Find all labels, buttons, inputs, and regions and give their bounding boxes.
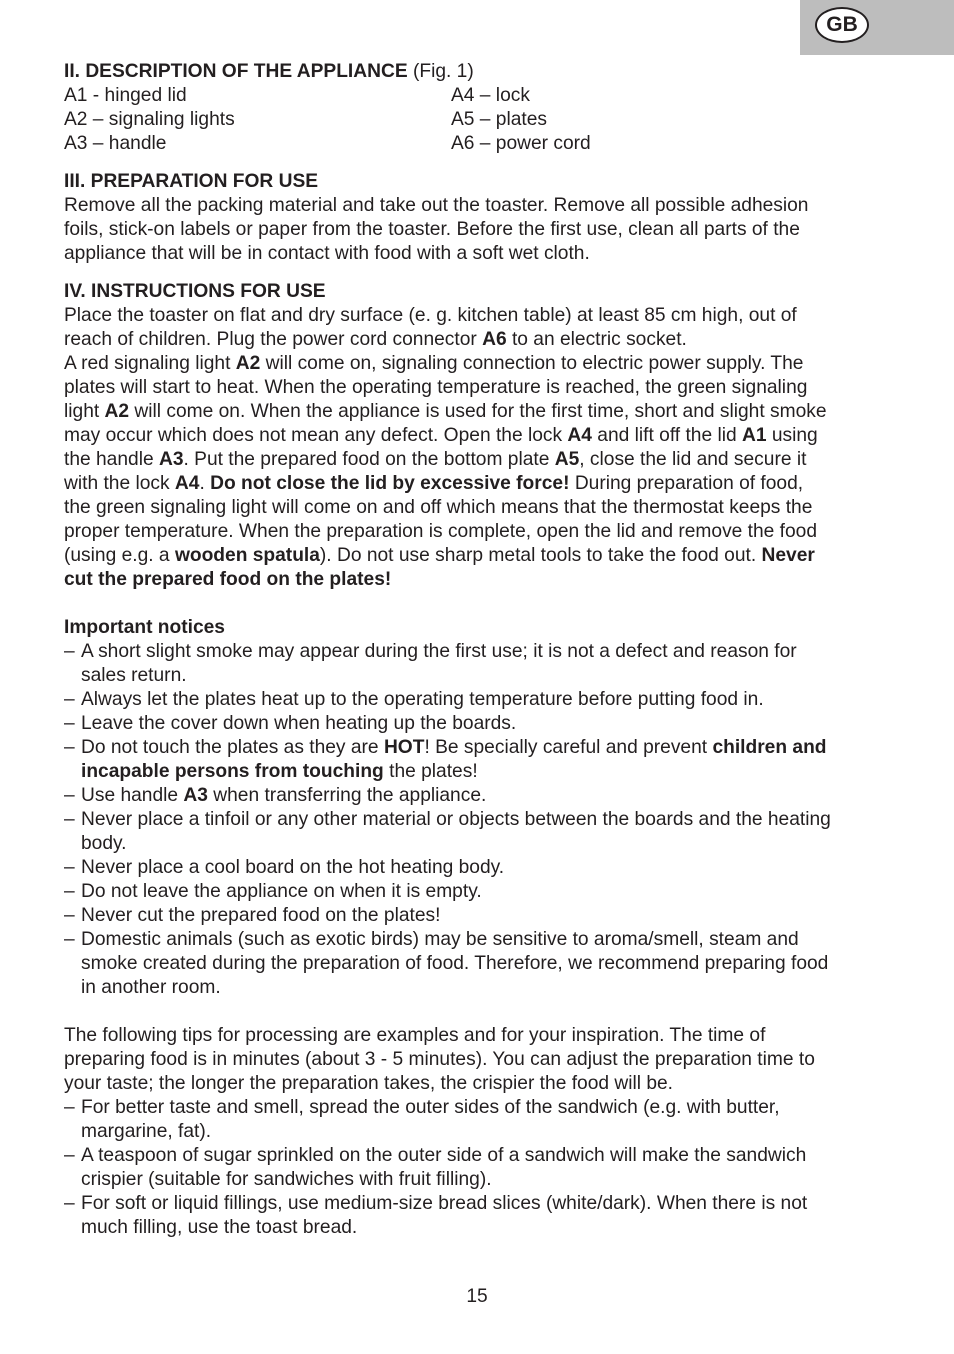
tips-list <box>64 1096 894 1240</box>
part-label: A6 – power cord <box>451 133 591 154</box>
text-run: . Put the prepared food on the bottom plate <box>183 449 555 470</box>
bold-text: Do not close the lid by excessive force! <box>210 473 570 494</box>
paragraph-line <box>81 664 894 688</box>
paragraph-line <box>81 736 894 760</box>
list-item <box>64 904 894 928</box>
list-item <box>64 1144 894 1192</box>
text-run: A short slight smoke may appear during the first use; it is not a defect and reason for <box>81 641 797 662</box>
paragraph-line <box>81 1120 894 1144</box>
text-run: Always let the plates heat up to the operating temperature before putting food in. <box>81 689 764 710</box>
text-run: the green signaling light will come on and off which means that the thermostat keeps the <box>64 497 813 518</box>
text-run: ! Be specially careful and prevent <box>424 737 713 758</box>
list-item <box>64 808 894 856</box>
text-run: Never place a cool board on the hot heating body. <box>81 857 505 878</box>
section-2-title-suffix: (Fig. 1) <box>407 61 474 82</box>
section-4-body <box>64 304 894 592</box>
text-run: much filling, use the toast bread. <box>81 1217 358 1238</box>
paragraph-line <box>81 1168 894 1192</box>
text-run: when transferring the appliance. <box>207 785 487 806</box>
text-run: crispier (suitable for sandwiches with fruit filling). <box>81 1169 492 1190</box>
bold-text: children and <box>712 737 827 758</box>
paragraph-line <box>81 1216 894 1240</box>
text-run: Never place a tinfoil or any other material or objects between the boards and the heating <box>81 809 831 830</box>
text-run: For better taste and smell, spread the outer sides of the sandwich (e.g. with butter, <box>81 1097 780 1118</box>
paragraph-line <box>81 1096 894 1120</box>
list-item <box>64 1096 894 1144</box>
text-run: Do not leave the appliance on when it is empty. <box>81 881 482 902</box>
list-item <box>64 712 894 736</box>
bold-text: A4 <box>174 473 200 494</box>
parts-list <box>64 84 894 156</box>
bold-text: Never <box>761 545 815 566</box>
paragraph-line <box>64 400 894 424</box>
text-run: to an electric socket. <box>506 329 687 350</box>
text-run: sales return. <box>81 665 187 686</box>
paragraph-line <box>81 976 894 1000</box>
paragraph-line: your taste; the longer the preparation takes, the crispier the food will be. <box>64 1073 674 1094</box>
paragraph-line <box>64 472 894 496</box>
paragraph-line <box>81 712 894 736</box>
list-item <box>64 1192 894 1240</box>
text-run: reach of children. Plug the power cord connector <box>64 329 483 350</box>
text-run: Do not touch the plates as they are <box>81 737 384 758</box>
text-run: ). Do not use sharp metal tools to take the food out. <box>319 545 762 566</box>
text-run: body. <box>81 833 127 854</box>
text-run: Never cut the prepared food on the plates! <box>81 905 441 926</box>
section-3-title: III. PREPARATION FOR USE <box>64 171 319 192</box>
bold-text: A6 <box>482 329 507 350</box>
bold-text: wooden spatula <box>174 545 320 566</box>
language-badge: GB <box>815 7 869 43</box>
paragraph-line <box>81 928 894 952</box>
part-label: A5 – plates <box>451 109 548 130</box>
bold-text: cut the prepared food on the plates! <box>64 569 392 590</box>
section-4-title: IV. INSTRUCTIONS FOR USE <box>64 281 326 302</box>
language-tab <box>800 0 954 55</box>
text-run: in another room. <box>81 977 221 998</box>
text-run: smoke created during the preparation of food. Therefore, we recommend preparing food <box>81 953 829 974</box>
text-run: , close the lid and secure it <box>579 449 807 470</box>
list-item <box>64 880 894 904</box>
paragraph-line <box>64 424 894 448</box>
paragraph-line <box>81 688 894 712</box>
text-run: using <box>766 425 818 446</box>
paragraph-line: preparing food is in minutes (about 3 - 5 minutes). You can adjust the preparation time to <box>64 1049 815 1070</box>
list-item <box>64 784 894 808</box>
text-run: proper temperature. When the preparation is complete, open the lid and remove the food <box>64 521 818 542</box>
parts-row <box>64 84 894 108</box>
tips-intro <box>64 1024 894 1096</box>
text-run: and lift off the lid <box>591 425 742 446</box>
manual-content <box>64 60 894 1240</box>
paragraph-line <box>81 1192 894 1216</box>
bold-text: A2 <box>104 401 130 422</box>
paragraph-line <box>81 640 894 664</box>
notices-title: Important notices <box>64 617 225 638</box>
list-item <box>64 928 894 1000</box>
text-run: Use handle <box>81 785 184 806</box>
page-number: 15 <box>466 1286 488 1307</box>
text-run: A teaspoon of sugar sprinkled on the outer side of a sandwich will make the sandwich <box>81 1145 807 1166</box>
paragraph-line <box>81 760 894 784</box>
part-label: A3 – handle <box>64 133 167 154</box>
section-2-heading <box>64 60 894 84</box>
text-run: the handle <box>64 449 159 470</box>
paragraph-line <box>64 544 894 568</box>
paragraph-line <box>64 304 894 328</box>
parts-row <box>64 132 894 156</box>
bold-text: A5 <box>554 449 580 470</box>
list-item <box>64 688 894 712</box>
bold-text: A3 <box>158 449 184 470</box>
paragraph-line: The following tips for processing are examples and for your inspiration. The time of <box>64 1025 766 1046</box>
paragraph-line <box>64 328 894 352</box>
list-item <box>64 640 894 688</box>
paragraph-line <box>64 352 894 376</box>
paragraph-line <box>64 520 894 544</box>
bold-text: A2 <box>235 353 261 374</box>
bold-text: A3 <box>183 785 208 806</box>
paragraph-line <box>81 808 894 832</box>
text-run: A red signaling light <box>64 353 236 374</box>
paragraph-line <box>64 496 894 520</box>
part-label: A1 - hinged lid <box>64 85 187 106</box>
paragraph-line <box>81 952 894 976</box>
text-run: will come on. When the appliance is used for the first time, short and slight smoke <box>129 401 827 422</box>
paragraph-line <box>64 448 894 472</box>
list-item <box>64 856 894 880</box>
text-run: plates will start to heat. When the operating temperature is reached, the green signaling <box>64 377 808 398</box>
text-run: will come on, signaling connection to electric power supply. The <box>260 353 804 374</box>
paragraph-line: appliance that will be in contact with food with a soft wet cloth. <box>64 243 590 264</box>
paragraph-line <box>81 880 894 904</box>
paragraph-line <box>64 376 894 400</box>
text-run: margarine, fat). <box>81 1121 212 1142</box>
text-run: Place the toaster on flat and dry surface (e. g. kitchen table) at least 85 cm high, out of <box>64 305 797 326</box>
text-run: During preparation of food, <box>569 473 804 494</box>
bold-text: incapable persons from touching <box>81 761 384 782</box>
paragraph-line <box>81 904 894 928</box>
text-run: . <box>199 473 211 494</box>
part-label: A2 – signaling lights <box>64 109 235 130</box>
notices-list <box>64 640 894 1000</box>
text-run: Domestic animals (such as exotic birds) may be sensitive to aroma/smell, steam and <box>81 929 799 950</box>
paragraph-line <box>64 568 894 592</box>
text-run: with the lock <box>64 473 175 494</box>
text-run: (using e.g. a <box>64 545 175 566</box>
text-run: may occur which does not mean any defect. Open the lock <box>64 425 568 446</box>
paragraph-line <box>81 856 894 880</box>
parts-row <box>64 108 894 132</box>
text-run: Leave the cover down when heating up the boards. <box>81 713 517 734</box>
bold-text: A1 <box>742 425 767 446</box>
part-label: A4 – lock <box>451 85 530 106</box>
text-run: For soft or liquid fillings, use medium-size bread slices (white/dark). When there is not <box>81 1193 808 1214</box>
bold-text: A4 <box>567 425 592 446</box>
paragraph-line: Remove all the packing material and take out the toaster. Remove all possible adhesion <box>64 195 809 216</box>
paragraph-line <box>81 832 894 856</box>
paragraph-line: foils, stick-on labels or paper from the toaster. Before the first use, clean all parts of the <box>64 219 800 240</box>
list-item <box>64 736 894 784</box>
section-3-body <box>64 194 894 266</box>
text-run: the plates! <box>383 761 478 782</box>
paragraph-line <box>81 784 894 808</box>
bold-text: HOT <box>383 737 425 758</box>
section-2-title: II. DESCRIPTION OF THE APPLIANCE <box>64 61 408 82</box>
text-run: light <box>64 401 105 422</box>
paragraph-line <box>81 1144 894 1168</box>
